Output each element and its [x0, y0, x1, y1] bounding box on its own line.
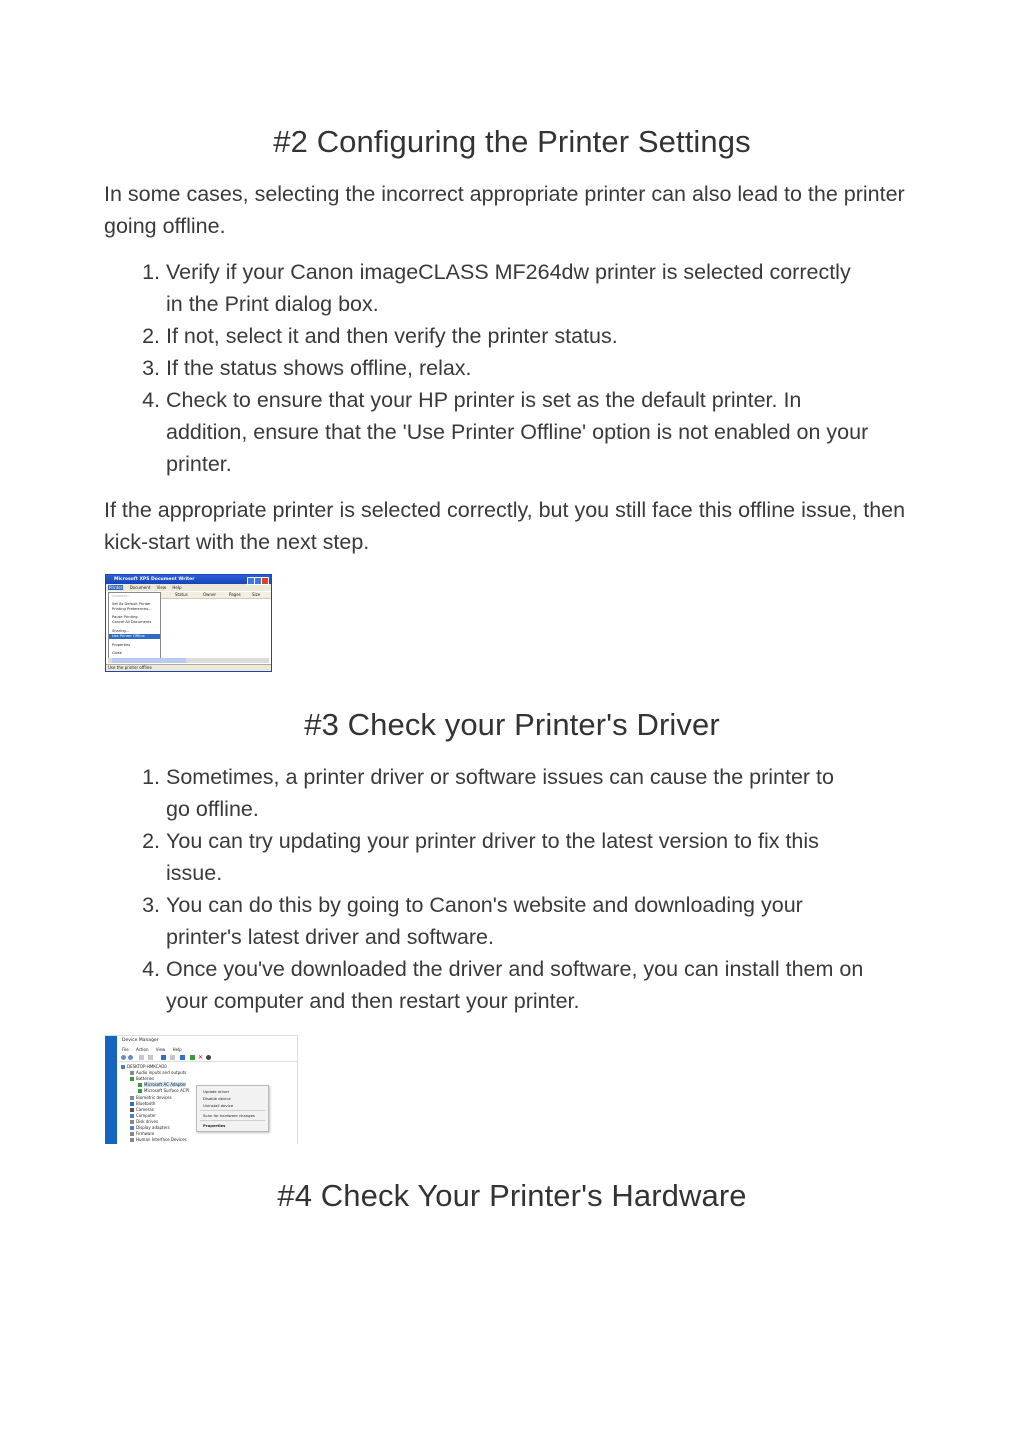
window-title: Microsoft XPS Document Writer	[114, 577, 195, 582]
list-icon	[148, 1055, 153, 1060]
list-item: 1. Sometimes, a printer driver or software issues can cause the printer to go offline.	[142, 765, 834, 821]
window-titlebar	[106, 575, 271, 584]
close-icon	[261, 577, 269, 585]
device-manager-screenshot: Device Manager File Action View Help ✕ DESKTOP-HMKCAO0 Audio inputs and outputs Batteries Microsoft AC Adapter Microsoft Surface ACPI Biometric devices Bluetooth Cameras Computer Disk drives Display adapters Firmware Human Interface Devices Update driver Disable device Uninstall device Scan for hardware changes Properties	[105, 1035, 298, 1144]
download-icon	[206, 1055, 211, 1060]
section2-intro: In some cases, selecting the incorrect appropriate printer can also lead to the printer going offline.	[104, 182, 905, 238]
list-item: 2. You can try updating your printer driver to the latest version to fix this issue.	[142, 829, 819, 885]
section4-heading: #4 Check Your Printer's Hardware	[277, 1178, 747, 1213]
grid-icon	[139, 1055, 144, 1060]
column-header: Status Owner Pages Size	[159, 592, 271, 599]
help-icon	[161, 1055, 166, 1060]
forward-icon	[128, 1055, 133, 1060]
window-toolbar	[119, 1053, 297, 1062]
printer-menu: Connect... Set As Default Printer Printing Preferences... Pause Printing Cancel All Documents Sharing... Use Printer Offline Properties Close	[108, 592, 161, 662]
status-bar: Use the printer offline	[106, 664, 271, 671]
list-item: 2. If not, select it and then verify the printer status.	[142, 324, 618, 348]
horizontal-scrollbar	[108, 658, 269, 663]
section2-steps	[104, 256, 924, 480]
xps-writer-screenshot	[105, 574, 272, 672]
list-item: 3. You can do this by going to Canon's website and downloading your printer's latest driver and software.	[142, 893, 803, 949]
back-icon	[121, 1055, 126, 1060]
section2-outro: If the appropriate printer is selected correctly, but you still face this offline issue, then kick-start with the next step.	[104, 498, 906, 554]
window-menubar: Printer Document View Help	[106, 584, 271, 591]
section3-steps	[104, 761, 924, 1017]
section3-heading: #3 Check your Printer's Driver	[304, 707, 720, 742]
list-item: 4. Check to ensure that your HP printer is set as the default printer. In addition, ensure that the 'Use Printer Offline' option is not enabled on your printer.	[142, 388, 869, 476]
window-menubar: File Action View Help	[122, 1047, 182, 1052]
list-item: 3. If the status shows offline, relax.	[142, 356, 472, 380]
monitor-icon	[180, 1055, 185, 1060]
context-menu: Update driver Disable device Uninstall device Scan for hardware changes Properties	[196, 1085, 269, 1132]
list-item: 4. Once you've downloaded the driver and software, you can install them on your computer and then restart your printer.	[142, 957, 864, 1013]
section2-heading: #2 Configuring the Printer Settings	[273, 124, 751, 159]
driver-icon	[190, 1055, 195, 1060]
remove-icon: ✕	[198, 1053, 204, 1061]
window-title: Device Manager	[122, 1038, 159, 1043]
blue-sidebar	[105, 1036, 117, 1144]
view-icon	[170, 1055, 175, 1060]
list-item: 1. Verify if your Canon imageCLASS MF264dw printer is selected correctly in the Print dialog box.	[142, 260, 851, 316]
